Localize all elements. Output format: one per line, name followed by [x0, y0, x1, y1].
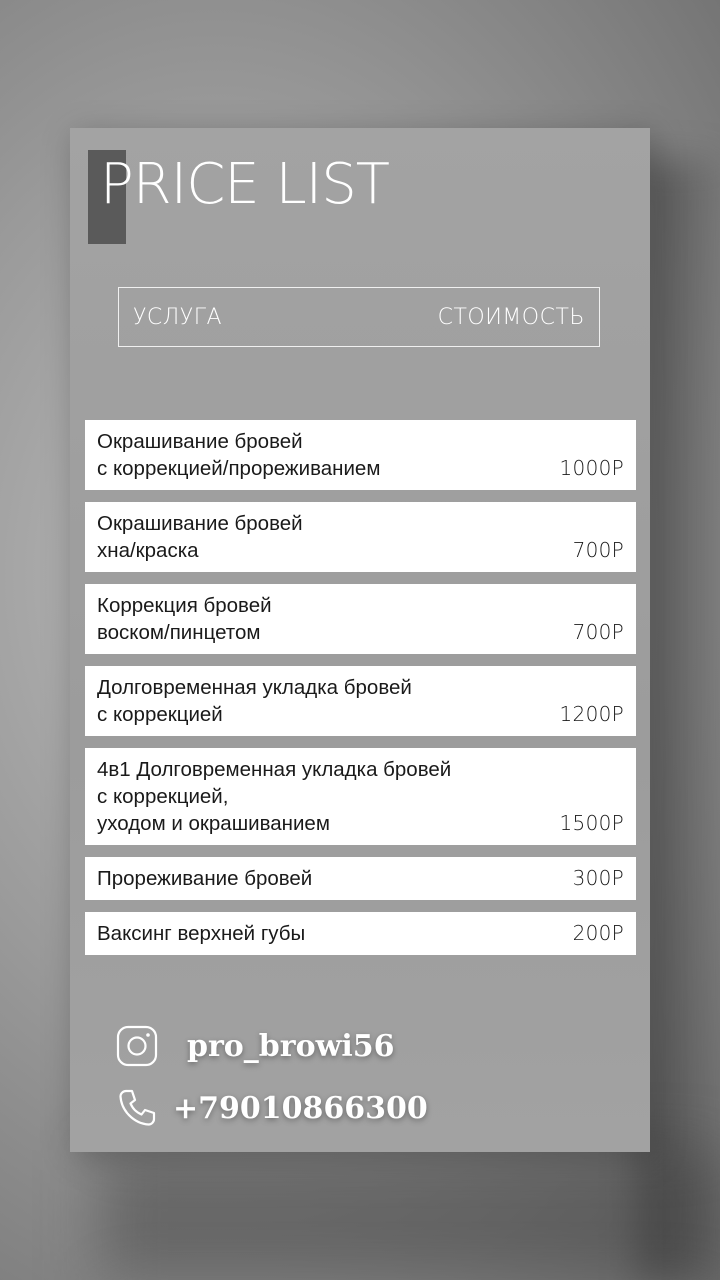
service-price: 1200Р	[559, 702, 624, 726]
price-row	[85, 502, 636, 572]
price-row	[85, 666, 636, 736]
service-name: Прореживание бровей	[97, 867, 313, 890]
header-service: УСЛУГА	[133, 304, 223, 330]
service-price: 700Р	[572, 538, 624, 562]
phone-number[interactable]: +79010866300	[173, 1090, 428, 1126]
background-shadow-bottom	[100, 1150, 720, 1280]
service-price: 1000Р	[559, 456, 624, 480]
service-price: 200Р	[572, 921, 624, 945]
phone-icon	[115, 1086, 159, 1130]
service-price: 700Р	[572, 620, 624, 644]
phone-contact[interactable]	[115, 1086, 428, 1130]
page-title: PRICE LIST	[100, 152, 389, 217]
price-row	[85, 420, 636, 490]
price-list	[85, 420, 636, 967]
service-name: Окрашивание бровей с коррекцией/прореживанием	[97, 430, 381, 480]
service-price: 300Р	[572, 866, 624, 890]
header-cost: СТОИМОСТЬ	[437, 304, 585, 330]
price-row	[85, 748, 636, 845]
service-name: Долговременная укладка бровей с коррекцией	[97, 676, 412, 726]
price-row	[85, 912, 636, 955]
instagram-icon	[115, 1024, 159, 1068]
instagram-contact[interactable]	[115, 1024, 395, 1068]
service-name: Окрашивание бровей хна/краска	[97, 512, 303, 562]
service-price: 1500Р	[559, 811, 624, 835]
service-name: Коррекция бровей воском/пинцетом	[97, 594, 272, 644]
price-row	[85, 584, 636, 654]
service-name: Ваксинг верхней губы	[97, 922, 306, 945]
price-row	[85, 857, 636, 900]
table-header	[118, 287, 600, 347]
background-shadow-right	[640, 160, 720, 1280]
instagram-handle[interactable]: pro_browi56	[187, 1028, 395, 1064]
service-name: 4в1 Долговременная укладка бровей с коррекцией, уходом и окрашиванием	[97, 758, 452, 835]
